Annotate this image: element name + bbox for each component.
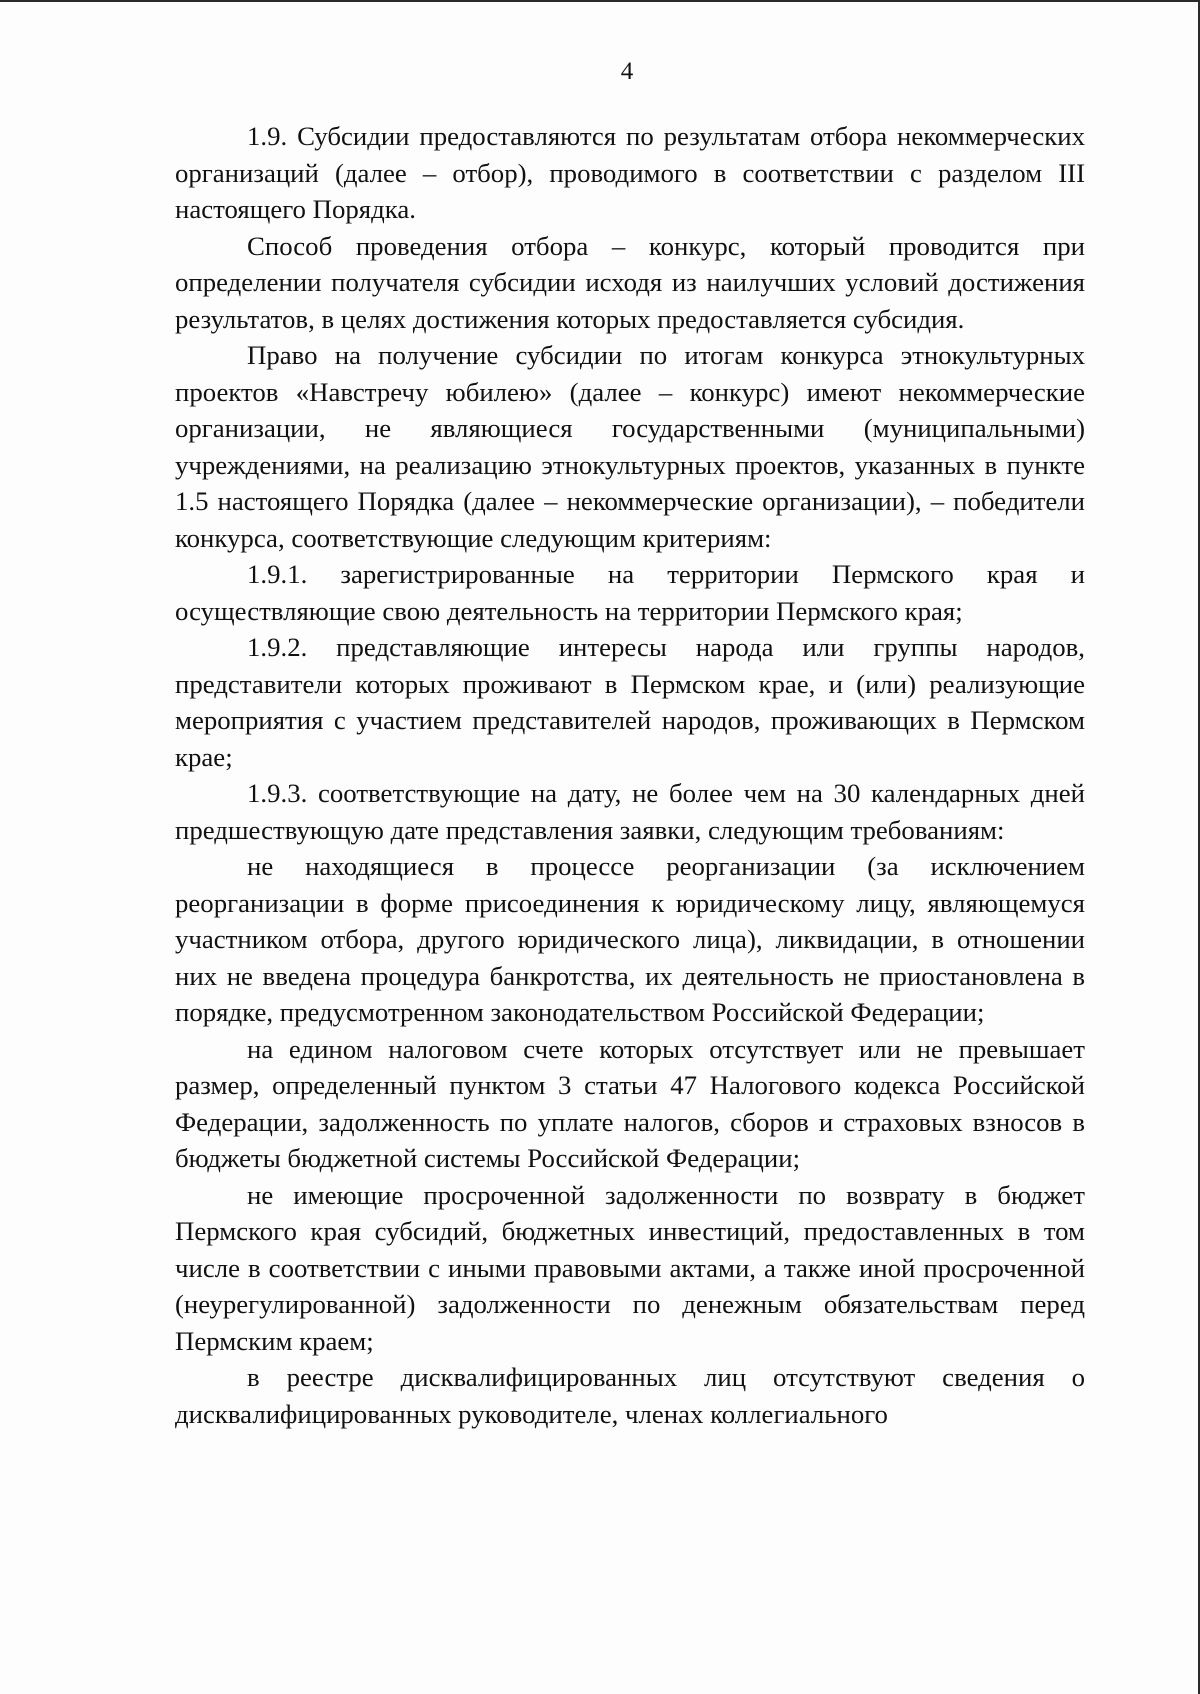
paragraph-1-9-3: 1.9.3. соответствующие на дату, не более чем на 30 календарных дней предшествующую дате представления заявки, следующим требованиям: bbox=[175, 778, 1085, 845]
paragraph-1-9-1: 1.9.1. зарегистрированные на территории Пермского края и осуществляющие свою деятельность на территории Пермского края; bbox=[175, 559, 1085, 626]
paragraph-disqualified-registry: в реестре дисквалифицированных лиц отсутствуют сведения о дисквалифицированных руководителе, членах коллегиального bbox=[175, 1362, 1085, 1429]
scan-edge-top bbox=[0, 0, 1200, 2]
paragraph-1-9-2: 1.9.2. представляющие интересы народа или группы народов, представители которых проживают в Пермском крае, и (или) реализующие мероприятия с участием представителей народов, проживающих в Пермском крае; bbox=[175, 632, 1085, 772]
paragraph-no-overdue-debt: не имеющие просроченной задолженности по возврату в бюджет Пермского края субсидий, бюджетных инвестиций, предоставленных в том числе в соответствии с иными правовыми актами, а также иной просроченной (неурегулированной) задолженности по денежным обязательствам перед Пермским краем; bbox=[175, 1179, 1085, 1356]
paragraph-tax-account: на едином налоговом счете которых отсутствует или не превышает размер, определенный пунктом 3 статьи 47 Налогового кодекса Российской Федерации, задолженность по уплате налогов, сборов и страховых взносов в бюджеты бюджетной системы Российской Федерации; bbox=[175, 1033, 1085, 1173]
paragraph-selection-method: Способ проведения отбора – конкурс, который проводится при определении получателя субсидии исходя из наилучших условий достижения результатов, в целях достижения которых предоставляется субсидия. bbox=[175, 230, 1085, 334]
paragraph-right-to-subsidy: Право на получение субсидии по итогам конкурса этнокультурных проектов «Навстречу юбилею» (далее – конкурс) имеют некоммерческие организации, не являющиеся государственными (муниципальными) учреждениями, на реализацию этнокультурных проектов, указанных в пункте 1.5 настоящего Порядка (далее – некоммерческие организации), – победители конкурса, соответствующие следующим критериям: bbox=[175, 340, 1085, 553]
page-number: 4 bbox=[620, 58, 634, 85]
document-body bbox=[175, 118, 1085, 1432]
paragraph-1-9: 1.9. Субсидии предоставляются по результатам отбора некоммерческих организаций (далее – отбор), проводимого в соответствии с разделом III настоящего Порядка. bbox=[175, 121, 1085, 224]
paragraph-not-reorganizing: не находящиеся в процессе реорганизации (за исключением реорганизации в форме присоединения к юридическому лицу, являющемуся участником отбора, другого юридического лица), ликвидации, в отношении них не введена процедура банкротства, их деятельность не приостановлена в порядке, предусмотренном законодательством Российской Федерации; bbox=[175, 851, 1085, 1027]
